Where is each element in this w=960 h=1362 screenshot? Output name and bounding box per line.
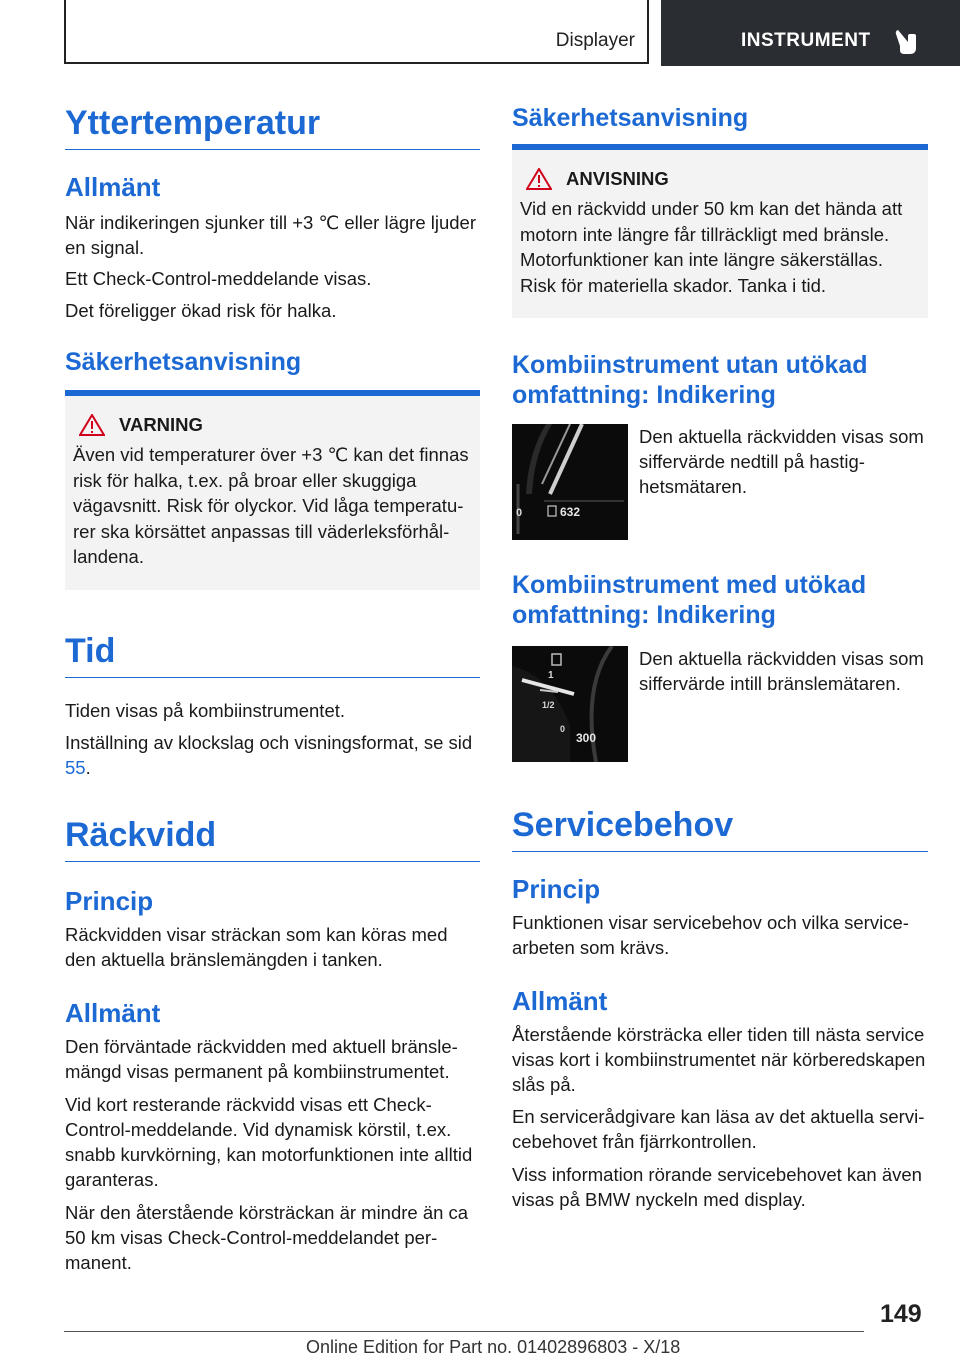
paragraph-text: .: [85, 757, 91, 778]
gauge-full-label: 1: [548, 670, 554, 681]
figure-row: [512, 646, 928, 764]
page-number: 149: [880, 1300, 922, 1328]
paragraph: Räckvidden visar sträckan som kan köras med den aktuella bränslemängden i tanken.: [65, 924, 448, 970]
warning-triangle-icon: [526, 168, 552, 190]
heading-allmant: Allmänt: [65, 998, 161, 1028]
paragraph: Återstående körsträcka eller tiden till nästa service visas kort i kombiinstrumentet när körberedskapen slås på.: [512, 1024, 926, 1095]
heading-allmant: Allmänt: [512, 986, 608, 1016]
figure-caption: Den aktuella räckvidden visas som siffervärde nedtill på hastighetsmätaren.: [639, 426, 924, 497]
header-section-label: Displayer: [555, 30, 635, 51]
footer-edition: Online Edition for Part no. 01402896803 - X/18: [306, 1337, 681, 1357]
heading-princip: Princip: [512, 874, 601, 904]
paragraph: Funktionen visar servicebehov och vilka servicearbeten som krävs.: [512, 912, 909, 958]
notice-box: [512, 144, 928, 318]
range-value: 300: [576, 731, 597, 745]
footer-divider: [64, 1331, 864, 1332]
fuel-gauge-image: [512, 646, 628, 762]
header-chapter-tab: [661, 0, 960, 66]
paragraph: När den återstående körsträckan är mindre än ca 50 km visas Check-Control-meddelandet permanent.: [65, 1202, 469, 1273]
header-chapter-label: INSTRUMENT: [741, 30, 871, 51]
page-link[interactable]: 55: [65, 757, 86, 778]
range-value: 632: [560, 505, 581, 519]
paragraph: Tiden visas på kombiinstrumentet.: [65, 700, 346, 721]
gauge-zero-label: 0: [516, 507, 523, 519]
speedometer-image: [512, 424, 628, 540]
speedometer-graphic: [512, 424, 628, 540]
pointing-hand-icon: [894, 26, 922, 56]
paragraph-text: Inställning av klockslag och visningsformat, se sid: [65, 732, 473, 753]
paragraph: När indikeringen sjunker till +3 ℃ eller lägre ljuder en signal.: [65, 212, 477, 258]
paragraph: Viss information rörande servicebehovet kan även visas på BMW nyckeln med display.: [512, 1164, 922, 1210]
heading-rackvidd: Räckvidd: [65, 816, 480, 862]
heading-kombiinstrument-utan: Kombiinstrument utan utökad omfattning: Indikering: [512, 351, 868, 409]
paragraph: En servicerådgivare kan läsa av det aktuella servicebehovet från fjärrkontrollen.: [512, 1106, 925, 1152]
paragraph: [65, 730, 480, 780]
header-section-tab: [64, 0, 649, 64]
warning-triangle-icon: [79, 414, 105, 436]
paragraph: Det föreligger ökad risk för halka.: [65, 300, 337, 321]
warning-text: Även vid temperaturer över +3 ℃ kan det finnas risk för halka, t.ex. på broar eller skuggiga vägavsnitt. Risk för olyckor. Vid låga temperaturer ska körsättet anpassas till väderleksförhållandena.: [73, 444, 469, 567]
paragraph: Den förväntade räckvidden med aktuell bränslemängd visas permanent på kombiinstrumentet.: [65, 1036, 458, 1082]
warning-label: VARNING: [119, 414, 203, 435]
heading-yttertemperatur: Yttertemperatur: [65, 104, 480, 150]
heading-tid: Tid: [65, 632, 480, 678]
fuel-gauge-graphic: [512, 646, 628, 762]
heading-princip: Princip: [65, 886, 154, 916]
heading-servicebehov: Servicebehov: [512, 806, 928, 852]
heading-sakerhetsanvisning: Säkerhetsanvisning: [512, 104, 749, 132]
warning-box: [65, 390, 480, 590]
gauge-empty-label: 0: [560, 724, 566, 734]
heading-allmant: Allmänt: [65, 172, 161, 202]
notice-text: Vid en räckvidd under 50 km kan det hända att motorn inte längre får tillräckligt med bränsle. Motorfunktioner kan inte längre säkerställas. Risk för materiella skador. Tanka i tid.: [520, 198, 903, 296]
paragraph: Ett Check-Control-meddelande visas.: [65, 268, 372, 289]
figure-row: [512, 424, 928, 542]
notice-label: ANVISNING: [566, 168, 669, 189]
paragraph: Vid kort resterande räckvidd visas ett Check-Control-meddelande. Vid dynamisk körstil, t.ex. snabb kurvkörning, kan motorfunktionen inte alltid garanteras.: [65, 1094, 473, 1190]
heading-sakerhetsanvisning: Säkerhetsanvisning: [65, 348, 302, 376]
gauge-half-label: 1/2: [542, 700, 555, 710]
figure-caption: Den aktuella räckvidden visas som siffervärde intill bränslemätaren.: [639, 648, 924, 694]
heading-kombiinstrument-med: Kombiinstrument med utökad omfattning: Indikering: [512, 571, 867, 629]
